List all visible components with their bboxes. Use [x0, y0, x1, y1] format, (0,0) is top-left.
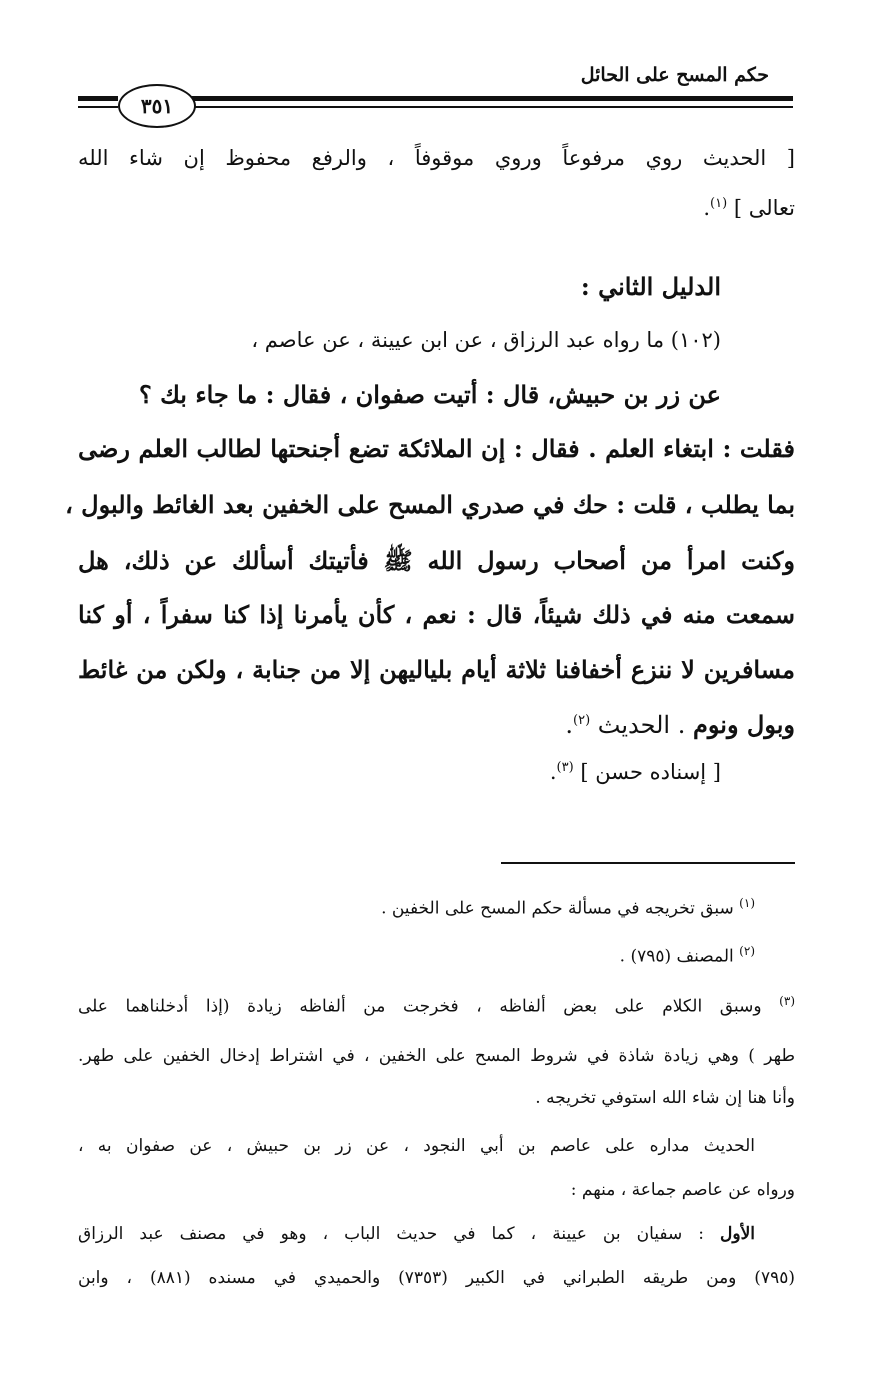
page-number [118, 84, 196, 128]
footnote-first-text: : سفيان بن عيينة ، كما في حديث الباب ، وهو في مصنف عبد الرزاق [78, 1224, 704, 1244]
hadith-line-3: بما يطلب ، قلت : حك في صدري المسح على الخفين بعد الغائط والبول ، [65, 490, 795, 519]
footnote-3-marker: (٣) [779, 994, 795, 1008]
hadith-line-5: سمعت منه في ذلك شيئاً، قال : نعم ، كأن يأمرنا إذا كنا سفراً ، أو كنا [78, 600, 795, 629]
footnote-ref-3: (٣) [556, 760, 574, 775]
section-heading: الدليل الثاني : [580, 272, 721, 301]
footnote-3-line-1-text: وسبق الكلام على بعض ألفاظه ، فخرجت من ألفاظه زيادة (إذا أدخلناهما على [78, 996, 762, 1017]
footnote-para-line-1: الحديث مداره على عاصم بن أبي النجود ، عن زر بن حبيش ، عن صفوان به ، [78, 1136, 755, 1156]
isnad-grade-text: [ إسناده حسن ] [580, 760, 721, 784]
footnote-second-line: (٧٩٥) ومن طريقه الطبراني في الكبير (٧٣٥٣) والحميدي في مسنده (٨٨١) ، وابن [78, 1268, 795, 1288]
header-rule-left-thick [78, 96, 118, 101]
footnote-ref-1: (١) [710, 196, 728, 211]
footnote-1 [381, 896, 755, 919]
body-line-2-text: تعالى ] [733, 196, 795, 220]
footnote-3-line-1 [78, 994, 795, 1017]
footnote-2-marker: (٢) [739, 944, 755, 958]
footnote-2 [620, 944, 755, 967]
hadith-line-2: فقلت : ابتغاء العلم . فقال : إن الملائكة تضع أجنحتها لطالب العلم رضى [78, 434, 795, 463]
body-line-2-end: . [703, 196, 711, 220]
footnote-first-label: الأول [720, 1224, 755, 1244]
running-header-title: حكم المسح على الحائل [580, 64, 769, 86]
hadith-line-7-end: . [565, 711, 573, 739]
footnote-2-text: المصنف (٧٩٥) . [619, 946, 734, 967]
body-line-1: [ الحديث روي مرفوعاً وروي موقوفاً ، والرفع محفوظ إن شاء الله [78, 146, 795, 170]
hadith-line-7 [565, 710, 795, 739]
hadith-line-7-bold: وبول ونوم [693, 710, 795, 739]
footnote-para-line-2: ورواه عن عاصم جماعة ، منهم : [570, 1180, 795, 1200]
isnad-grade-end: . [549, 760, 557, 784]
footnote-separator [501, 862, 795, 864]
footnote-1-text: سبق تخريجه في مسألة حكم المسح على الخفين . [381, 898, 734, 919]
header-rule-thin [190, 106, 793, 108]
footnote-3-line-2: طهر ) وهي زيادة شاذة في شروط المسح على الخفين ، في اشتراط إدخال الخفين على طهر. [78, 1046, 795, 1066]
header-rule-thick [190, 96, 793, 101]
isnad-grade [550, 760, 721, 784]
footnote-3-line-3: وأنا هنا إن شاء الله استوفي تخريجه . [535, 1088, 795, 1108]
page-number-text: ٣٥١ [140, 94, 174, 118]
body-line-2 [703, 196, 795, 220]
hadith-line-4: وكنت امرأ من أصحاب رسول الله ﷺ فأتيتك أسألك عن ذلك، هل [78, 546, 795, 575]
hadith-line-6: مسافرين لا ننزع أخفافنا ثلاثة أيام بلياليهن إلا من جنابة ، ولكن من غائط [78, 655, 795, 684]
header-rule-left-thin [78, 106, 118, 108]
footnote-ref-2: (٢) [573, 713, 591, 728]
footnote-first-line [78, 1224, 755, 1244]
footnote-1-marker: (١) [739, 896, 755, 910]
hadith-number-line: (١٠٢) ما رواه عبد الرزاق ، عن ابن عيينة ، عن عاصم ، [251, 328, 721, 352]
hadith-line-1: عن زر بن حبيش، قال : أتيت صفوان ، فقال : ما جاء بك ؟ [138, 380, 721, 409]
hadith-line-7-rest: . الحديث [597, 711, 686, 739]
